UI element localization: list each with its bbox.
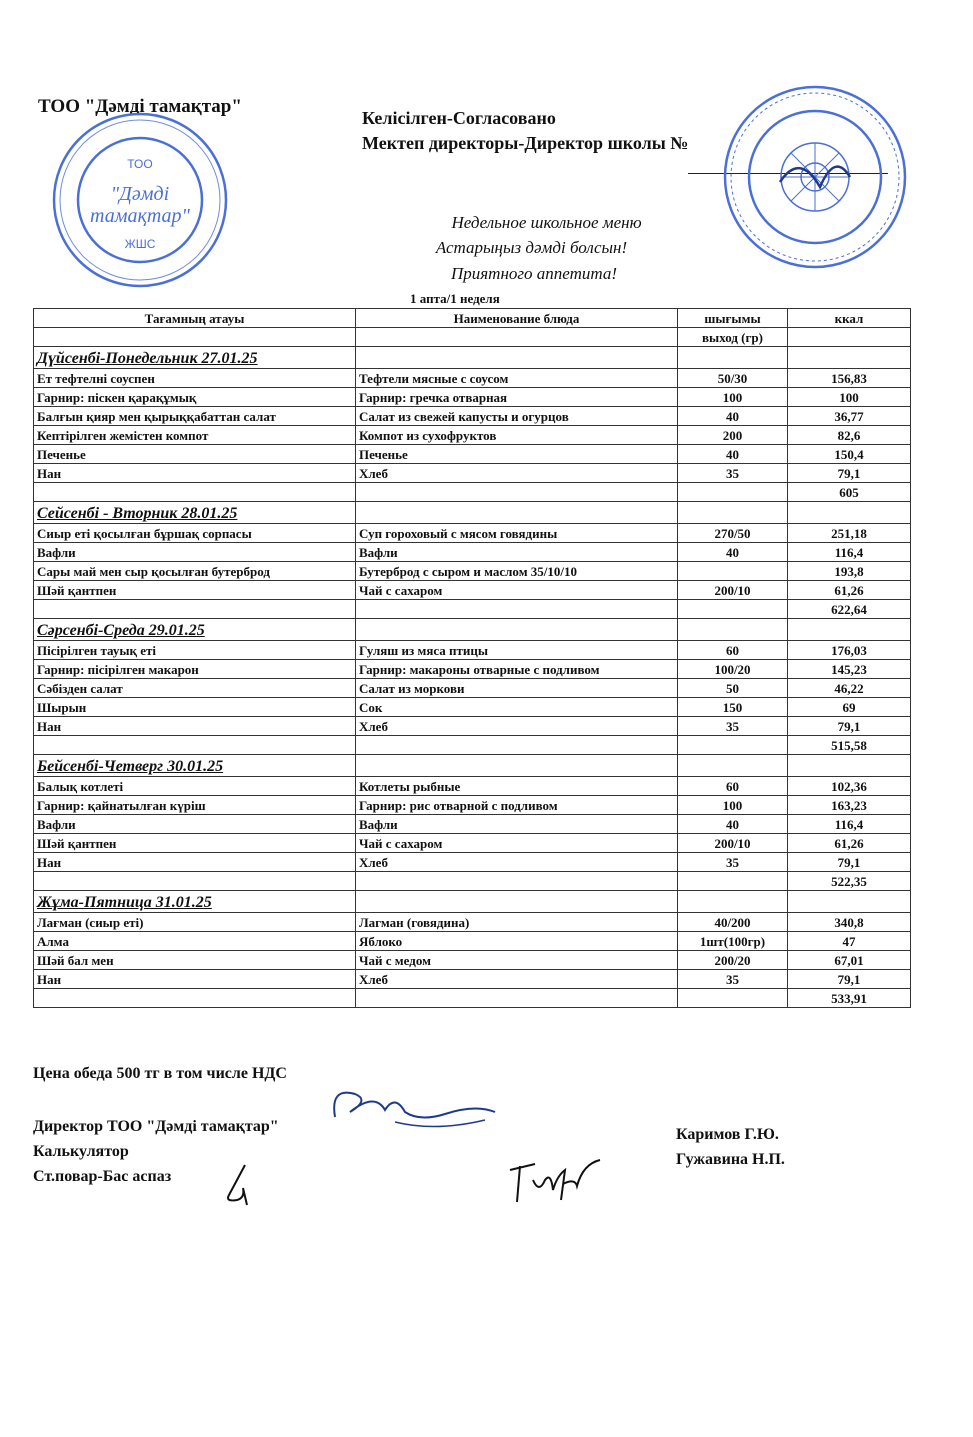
week-label: 1 апта/1 неделя	[410, 291, 500, 306]
dish-kcal: 145,23	[788, 660, 911, 679]
dish-name-kz: Нан	[34, 464, 356, 483]
dish-name-kz: Сиыр еті қосылған бұршақ сорпасы	[34, 524, 356, 543]
dish-kcal: 193,8	[788, 562, 911, 581]
empty-cell	[356, 328, 678, 347]
dish-name-ru: Бутерброд с сыром и маслом 35/10/10	[356, 562, 678, 581]
dish-output: 40	[678, 815, 788, 834]
empty-cell	[356, 736, 678, 755]
dish-name-ru: Хлеб	[356, 717, 678, 736]
dish-name-ru: Гарнир: рис отварной с подливом	[356, 796, 678, 815]
wish-ru: Приятного аппетита!	[450, 264, 617, 283]
table-row	[34, 932, 911, 951]
empty-cell	[678, 736, 788, 755]
dish-name-ru: Хлеб	[356, 970, 678, 989]
dish-name-ru: Салат из моркови	[356, 679, 678, 698]
dish-name-ru: Салат из свежей капусты и огурцов	[356, 407, 678, 426]
dish-name-ru: Яблоко	[356, 932, 678, 951]
dish-name-ru: Сок	[356, 698, 678, 717]
company-stamp	[50, 110, 230, 290]
day-total-row	[34, 483, 911, 502]
dish-name-kz: Балғын қияр мен қырыққабаттан салат	[34, 407, 356, 426]
day-header-row	[34, 502, 911, 524]
dish-output: 40	[678, 445, 788, 464]
empty-cell	[678, 891, 788, 913]
table-row	[34, 970, 911, 989]
empty-cell	[788, 502, 911, 524]
table-row	[34, 913, 911, 932]
dish-name-kz: Кептірілген жемістен компот	[34, 426, 356, 445]
wish-kz: Астарыңыз дәмді болсын!	[435, 238, 628, 257]
dish-name-kz: Сары май мен сыр қосылған бутерброд	[34, 562, 356, 581]
table-row	[34, 426, 911, 445]
day-total-kcal: 622,64	[788, 600, 911, 619]
empty-cell	[356, 483, 678, 502]
dish-name-ru: Гарнир: гречка отварная	[356, 388, 678, 407]
table-row	[34, 445, 911, 464]
header-output-ru: выход (гр)	[678, 328, 788, 347]
dish-name-ru: Вафли	[356, 543, 678, 562]
dish-name-ru: Котлеты рыбные	[356, 777, 678, 796]
day-total-row	[34, 736, 911, 755]
table-row	[34, 660, 911, 679]
empty-cell	[678, 755, 788, 777]
empty-cell	[788, 347, 911, 369]
dish-kcal: 69	[788, 698, 911, 717]
empty-cell	[788, 619, 911, 641]
dish-name-ru: Лагман (говядина)	[356, 913, 678, 932]
dish-output: 40	[678, 407, 788, 426]
empty-cell	[34, 872, 356, 891]
calculator-signature	[505, 1150, 615, 1210]
dish-output: 35	[678, 970, 788, 989]
table-row	[34, 524, 911, 543]
empty-cell	[678, 600, 788, 619]
day-header-row	[34, 347, 911, 369]
dish-kcal: 251,18	[788, 524, 911, 543]
table-row	[34, 369, 911, 388]
stamp-name-2: тамақтар"	[90, 205, 190, 227]
empty-cell	[34, 600, 356, 619]
table-row	[34, 641, 911, 660]
day-total-kcal: 605	[788, 483, 911, 502]
dish-name-ru: Тефтели мясные с соусом	[356, 369, 678, 388]
menu-table-body	[34, 309, 911, 1008]
dish-kcal: 150,4	[788, 445, 911, 464]
dish-output: 150	[678, 698, 788, 717]
empty-cell	[788, 755, 911, 777]
dish-name-ru: Вафли	[356, 815, 678, 834]
agreed-label: Келісілген-Согласовано	[362, 108, 556, 128]
empty-cell	[356, 872, 678, 891]
dish-kcal: 46,22	[788, 679, 911, 698]
dish-output: 200	[678, 426, 788, 445]
dish-output: 50	[678, 679, 788, 698]
dish-name-kz: Печенье	[34, 445, 356, 464]
dish-name-kz: Балық котлеті	[34, 777, 356, 796]
day-header-row	[34, 619, 911, 641]
director-line: Мектеп директоры-Директор школы №	[362, 133, 689, 153]
dish-name-kz: Шәй қантпен	[34, 834, 356, 853]
dish-output: 1шт(100гр)	[678, 932, 788, 951]
day-total-row	[34, 872, 911, 891]
day-title: Жұма-Пятница 31.01.25	[34, 891, 356, 913]
dish-output: 40	[678, 543, 788, 562]
dish-output: 200/10	[678, 834, 788, 853]
empty-cell	[678, 483, 788, 502]
header-ru: Наименование блюда	[356, 309, 678, 328]
table-row	[34, 951, 911, 970]
table-row	[34, 815, 911, 834]
dish-output: 60	[678, 777, 788, 796]
table-row	[34, 581, 911, 600]
dish-output: 50/30	[678, 369, 788, 388]
empty-cell	[34, 483, 356, 502]
day-title: Сейсенбі - Вторник 28.01.25	[34, 502, 356, 524]
stamp-name-1: "Дәмді	[110, 183, 170, 205]
empty-cell	[34, 989, 356, 1008]
header-kz: Тағамның атауы	[34, 309, 356, 328]
empty-cell	[356, 600, 678, 619]
day-total-row	[34, 989, 911, 1008]
stamp-bottom-text: ЖШС	[124, 237, 156, 251]
dish-name-ru: Хлеб	[356, 853, 678, 872]
empty-cell	[356, 347, 678, 369]
dish-kcal: 61,26	[788, 581, 911, 600]
table-row	[34, 562, 911, 581]
empty-cell	[678, 619, 788, 641]
dish-name-ru: Чай с медом	[356, 951, 678, 970]
cook-signature	[215, 1160, 265, 1210]
dish-name-ru: Хлеб	[356, 464, 678, 483]
empty-cell	[34, 736, 356, 755]
table-row	[34, 777, 911, 796]
dish-output: 100	[678, 388, 788, 407]
dish-kcal: 47	[788, 932, 911, 951]
dish-name-kz: Лағман (сиыр еті)	[34, 913, 356, 932]
day-total-kcal: 522,35	[788, 872, 911, 891]
dish-output	[678, 562, 788, 581]
dish-output: 100	[678, 796, 788, 815]
dish-kcal: 79,1	[788, 717, 911, 736]
dish-kcal: 100	[788, 388, 911, 407]
dish-kcal: 116,4	[788, 815, 911, 834]
calculator-title: Калькулятор	[33, 1143, 129, 1160]
table-row	[34, 464, 911, 483]
dish-name-kz: Алма	[34, 932, 356, 951]
empty-cell	[356, 989, 678, 1008]
cook-title: Ст.повар-Бас аспаз	[33, 1168, 172, 1185]
dish-name-kz: Нан	[34, 717, 356, 736]
menu-table	[33, 308, 911, 1008]
dish-output: 35	[678, 853, 788, 872]
empty-cell	[356, 619, 678, 641]
dish-kcal: 156,83	[788, 369, 911, 388]
dish-kcal: 36,77	[788, 407, 911, 426]
dish-output: 270/50	[678, 524, 788, 543]
header-output: шығымы	[678, 309, 788, 328]
dish-output: 200/20	[678, 951, 788, 970]
dish-kcal: 67,01	[788, 951, 911, 970]
dish-name-kz: Шәй бал мен	[34, 951, 356, 970]
day-total-kcal: 515,58	[788, 736, 911, 755]
empty-cell	[356, 891, 678, 913]
dish-output: 35	[678, 717, 788, 736]
dish-name-kz: Вафли	[34, 543, 356, 562]
dish-name-kz: Шырын	[34, 698, 356, 717]
day-total-kcal: 533,91	[788, 989, 911, 1008]
empty-cell	[788, 891, 911, 913]
dish-output: 200/10	[678, 581, 788, 600]
dish-kcal: 163,23	[788, 796, 911, 815]
dish-name-kz: Гарнир: піскен қарақұмық	[34, 388, 356, 407]
day-header-row	[34, 891, 911, 913]
dish-kcal: 116,4	[788, 543, 911, 562]
dish-output: 40/200	[678, 913, 788, 932]
dish-name-kz: Вафли	[34, 815, 356, 834]
table-header-row-2	[34, 328, 911, 347]
dish-name-kz: Ет тефтелні соуспен	[34, 369, 356, 388]
dish-kcal: 79,1	[788, 853, 911, 872]
dish-name-ru: Чай с сахаром	[356, 834, 678, 853]
table-header-row	[34, 309, 911, 328]
dish-name-kz: Нан	[34, 970, 356, 989]
day-header-row	[34, 755, 911, 777]
empty-cell	[678, 502, 788, 524]
table-row	[34, 796, 911, 815]
day-title: Сәрсенбі-Среда 29.01.25	[34, 619, 356, 641]
dish-name-kz: Шәй қантпен	[34, 581, 356, 600]
table-row	[34, 407, 911, 426]
org-name: ТОО "Дәмді тамақтар"	[38, 96, 242, 117]
table-row	[34, 543, 911, 562]
dish-kcal: 61,26	[788, 834, 911, 853]
dish-name-kz: Нан	[34, 853, 356, 872]
header-kcal: ккал	[788, 309, 911, 328]
dish-name-ru: Гарнир: макароны отварные с подливом	[356, 660, 678, 679]
dish-name-ru: Суп гороховый с мясом говядины	[356, 524, 678, 543]
dish-kcal: 102,36	[788, 777, 911, 796]
stamp-top-text: ТОО	[127, 157, 153, 171]
table-row	[34, 834, 911, 853]
table-row	[34, 388, 911, 407]
dish-name-ru: Чай с сахаром	[356, 581, 678, 600]
director-name: Каримов Г.Ю.	[676, 1126, 779, 1143]
director-title: Директор ТОО "Дәмді тамақтар"	[33, 1118, 279, 1135]
empty-cell	[356, 502, 678, 524]
dish-name-ru: Гуляш из мяса птицы	[356, 641, 678, 660]
dish-output: 60	[678, 641, 788, 660]
empty-cell	[678, 989, 788, 1008]
calculator-name: Гужавина Н.П.	[676, 1151, 785, 1168]
menu-title: Недельное школьное меню	[451, 213, 642, 232]
lunch-price: Цена обеда 500 тг в том числе НДС	[33, 1065, 287, 1082]
dish-name-ru: Компот из сухофруктов	[356, 426, 678, 445]
dish-name-ru: Печенье	[356, 445, 678, 464]
dish-name-kz: Пісірілген тауық еті	[34, 641, 356, 660]
dish-name-kz: Гарнир: пісірілген макарон	[34, 660, 356, 679]
dish-name-kz: Гарнир: қайнатылған күріш	[34, 796, 356, 815]
dish-kcal: 340,8	[788, 913, 911, 932]
empty-cell	[788, 328, 911, 347]
dish-name-kz: Сәбізден салат	[34, 679, 356, 698]
table-row	[34, 698, 911, 717]
dish-kcal: 176,03	[788, 641, 911, 660]
day-title: Дүйсенбі-Понедельник 27.01.25	[34, 347, 356, 369]
empty-cell	[34, 328, 356, 347]
day-title: Бейсенбі-Четверг 30.01.25	[34, 755, 356, 777]
dish-kcal: 82,6	[788, 426, 911, 445]
empty-cell	[678, 872, 788, 891]
empty-cell	[356, 755, 678, 777]
director-signature	[325, 1082, 505, 1142]
empty-cell	[678, 347, 788, 369]
table-row	[34, 853, 911, 872]
dish-kcal: 79,1	[788, 464, 911, 483]
table-row	[34, 679, 911, 698]
dish-kcal: 79,1	[788, 970, 911, 989]
dish-output: 100/20	[678, 660, 788, 679]
table-row	[34, 717, 911, 736]
dish-output: 35	[678, 464, 788, 483]
day-total-row	[34, 600, 911, 619]
